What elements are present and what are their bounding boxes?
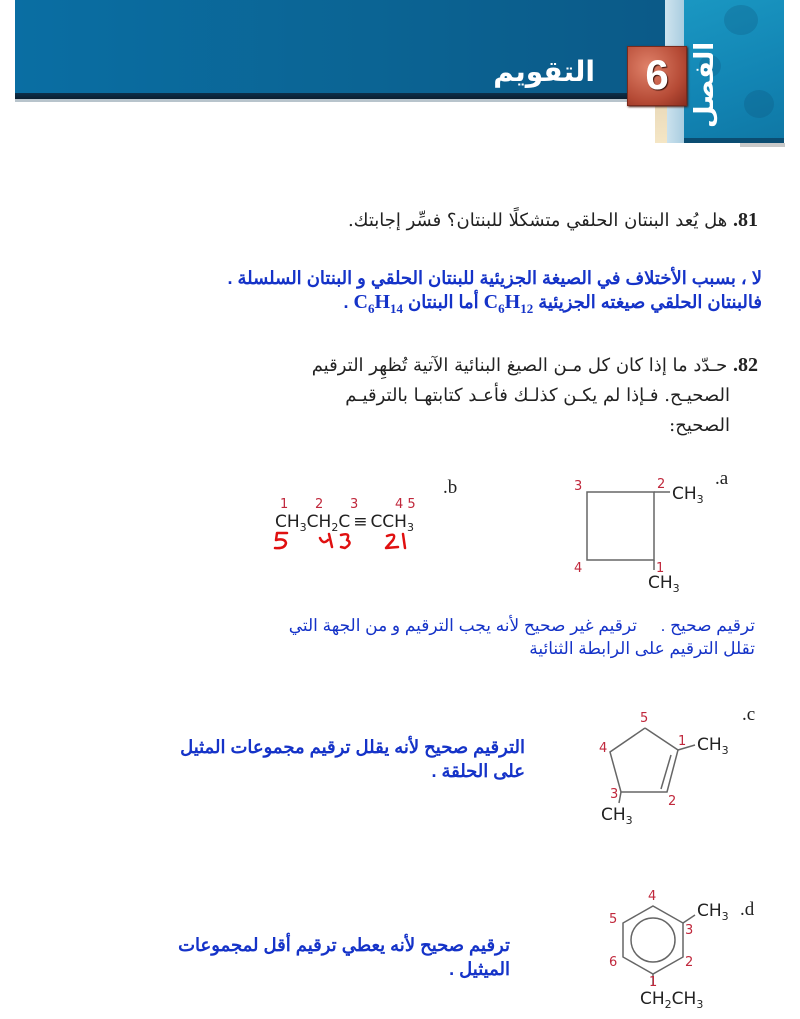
carbon-number: 2 (668, 794, 677, 809)
handwritten-3 (341, 534, 350, 548)
structure-b-letter: .b (443, 477, 458, 498)
carbon-number: 3 (610, 787, 619, 802)
question-81 (348, 205, 758, 236)
carbon-number: 2 (685, 955, 694, 970)
side-tab-underline (740, 143, 785, 147)
handwritten-2 (386, 535, 398, 548)
answer-c-line2: على الحلقة . (431, 761, 525, 781)
cyclobutane-ring (587, 492, 654, 560)
handwritten-1 (403, 534, 405, 548)
answer-d (130, 933, 510, 981)
methyl-group: $CH_3$ (672, 484, 704, 506)
answer-b-line2: تقلل الترقيم على الرابطة الثنائية (529, 639, 755, 658)
answer-d-line1: ترقيم صحيح لأنه يعطي ترقيم أقل لمجموعات (178, 935, 510, 955)
carbon-number: 4 (574, 561, 583, 576)
benzene-ring (623, 906, 683, 974)
carbon-number: 3 (350, 497, 359, 512)
formula-pentane: $C_6H_{14}$ (353, 291, 404, 316)
handwritten-renumbering (275, 533, 405, 548)
carbon-number: 1 (656, 561, 665, 576)
handwritten-5 (275, 533, 287, 548)
carbon-number: 4 (599, 741, 608, 756)
aromatic-circle (631, 918, 675, 962)
cyclopentene-ring (610, 728, 678, 792)
bond-line (683, 915, 695, 923)
answer-81 (162, 266, 762, 321)
carbon-number: 1 (678, 734, 687, 749)
question-82-line2: الصحيـح. فـإذا لم يكـن كذلـك فأعـد كتابتهـا بالترقيـم (345, 385, 730, 406)
question-82-line1: 82. حـدّد ما إذا كان كل مـن الصيغ البنائية الآتية تُظهِر الترقيم (311, 354, 758, 376)
carbon-number: 1 (649, 975, 658, 990)
methyl-group: $CH_3$ (648, 573, 680, 595)
question-number: 81. (733, 209, 758, 231)
structure-b-pentyne (265, 470, 475, 555)
answer-81-line1: لا ، بسبب الأختلاف في الصيغة الجزيئية للبنتان الحلقي و البنتان السلسلة . (227, 268, 762, 288)
carbon-number: 6 (609, 955, 618, 970)
bond-line (619, 792, 621, 803)
answer-a: ترقيم صحيح . (660, 616, 755, 635)
section-title: التقويم (493, 55, 595, 88)
carbon-number: 1 (280, 497, 289, 512)
formula-cyclopentane: $C_6H_{12}$ (483, 291, 534, 316)
structure-a-dimethylcyclobutane (565, 468, 760, 598)
structure-d-ethylmethylbenzene (585, 882, 780, 1017)
chapter-number: 6 (645, 51, 669, 98)
molecule-decoration-icon (724, 5, 758, 35)
chem-formula: $CH_3CH_2C \equiv CCH_3$ (275, 512, 414, 534)
carbon-number: 3 (574, 479, 583, 494)
question-82-line3: الصحيح: (669, 415, 730, 436)
carbon-number: 5 (640, 711, 649, 726)
methyl-group: $CH_3$ (601, 805, 633, 827)
chapter-number-badge (627, 46, 687, 106)
question-82 (278, 350, 758, 441)
methyl-group: $CH_3$ (697, 735, 729, 757)
answer-b-line1: ترقيم غير صحيح لأنه يجب الترقيم و من الجهة التي (288, 616, 637, 635)
carbon-number: 3 (685, 923, 694, 938)
chapter-label: الفصل (690, 41, 720, 129)
ethyl-group: $CH_2CH_3$ (640, 989, 704, 1011)
answer-b (167, 616, 637, 636)
handwritten-4 (320, 534, 332, 547)
answer-c-line1: الترقيم صحيح لأنه يقلل ترقيم مجموعات المثيل (180, 737, 525, 757)
structure-c-dimethylcyclopentene (575, 700, 770, 830)
header-underline (15, 99, 665, 102)
structure-d-letter: .d (740, 899, 755, 920)
carbon-number: 2 (657, 477, 666, 492)
answer-d-line2: الميثيل . (449, 959, 510, 979)
carbon-number: 5 (609, 912, 618, 927)
answer-81-line2: فالبنتان الحلقي صيغته الجزيئية $C_6H_{12}$ أما البنتان $C_6H_{14}$ . (343, 291, 762, 316)
structure-c-letter: .c (742, 704, 756, 725)
question-text: هل يُعد البنتان الحلقي متشكلًا للبنتان؟ فسِّر إجابتك. (347, 210, 728, 231)
carbon-number: 4 5 (395, 497, 416, 512)
structure-a-letter: .a (715, 468, 729, 489)
methyl-group: $CH_3$ (697, 901, 729, 923)
answer-c (145, 735, 525, 783)
carbon-number: 2 (315, 497, 324, 512)
carbon-number: 4 (648, 889, 657, 904)
